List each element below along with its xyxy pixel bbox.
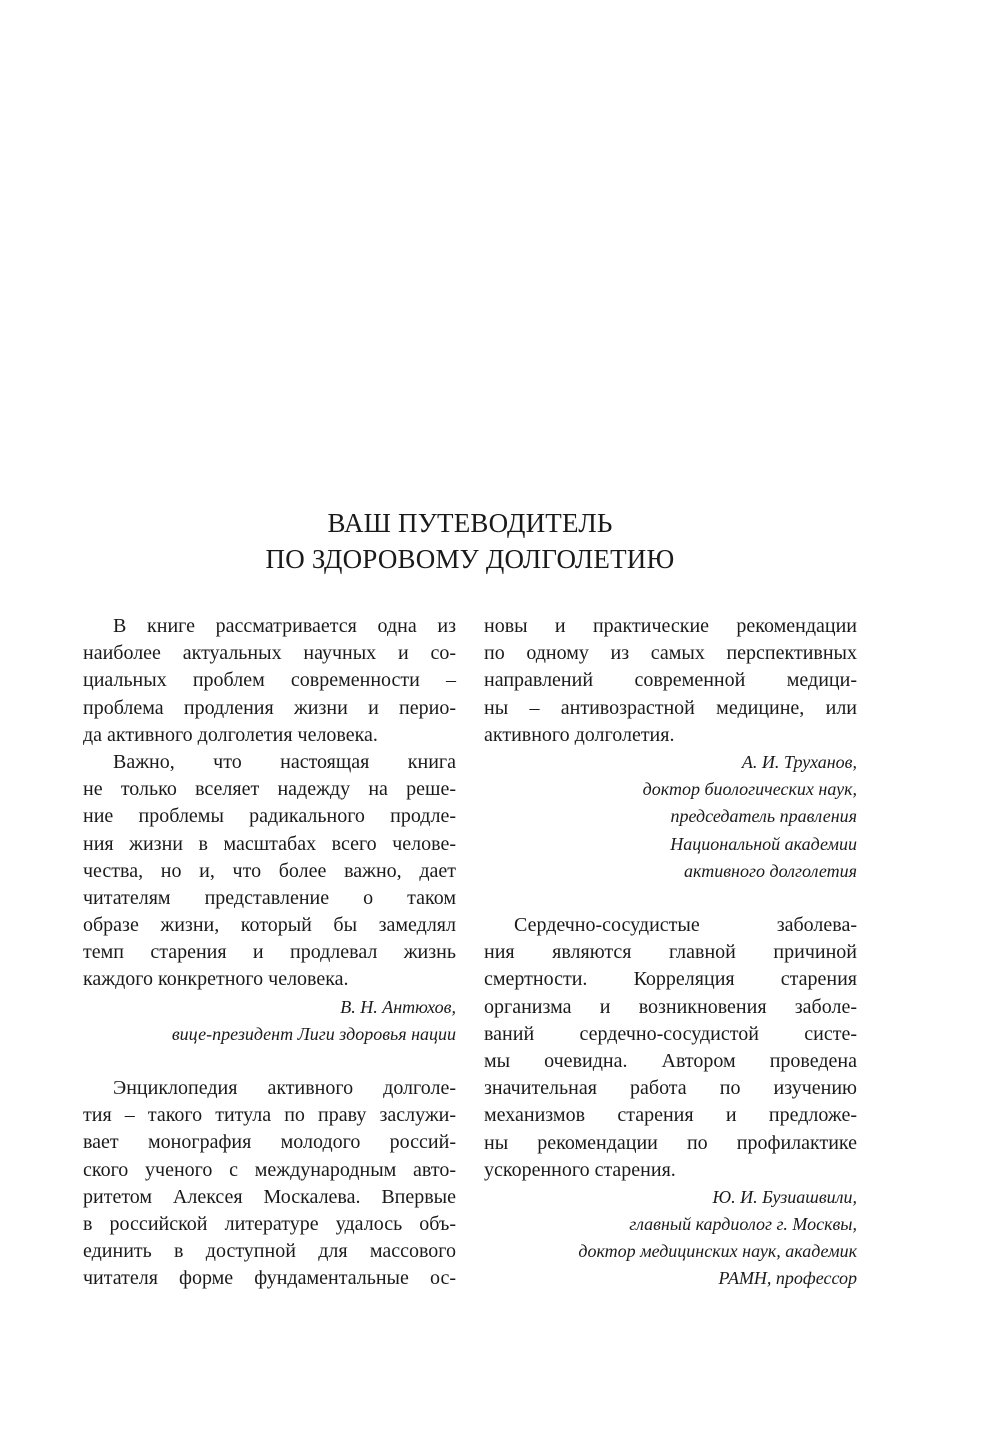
review-paragraph-3-continued — [484, 613, 857, 749]
text-line: мы очевидна. Автором проведена — [484, 1049, 857, 1072]
text-line: образе жизни, который бы замедлял — [83, 914, 456, 937]
text-line: ны – антивозрастной медицине, или — [484, 696, 857, 719]
signature-trukhanov — [484, 749, 857, 885]
signature-title: активного долголетия — [684, 860, 857, 881]
text-line: Энциклопедия активного долголе- — [113, 1077, 456, 1099]
page-title — [0, 505, 940, 577]
left-column — [83, 613, 456, 1293]
right-column-lower — [484, 912, 857, 1293]
review-paragraph-1 — [83, 613, 456, 749]
text-line: ны рекомендации по профилактике — [484, 1131, 857, 1154]
text-line: В книге рассматривается одна из — [113, 615, 456, 637]
text-line: ритетом Алексея Москалева. Впервые — [83, 1185, 456, 1208]
signature-name: В. Н. Антюхов, — [340, 996, 456, 1017]
text-line: циальных проблем современности – — [83, 669, 456, 692]
text-line: читателя форме фундаментальные ос- — [83, 1267, 456, 1290]
review-paragraph-3 — [83, 1075, 456, 1293]
text-line: по одному из самых перспективных — [484, 642, 857, 665]
text-line: не только вселяет надежду на реше- — [83, 778, 456, 801]
text-line: да активного долголетия человека. — [83, 723, 378, 746]
text-line: активного долголетия. — [484, 723, 675, 746]
title-line-1: ВАШ ПУТЕВОДИТЕЛЬ — [327, 508, 613, 538]
text-line: ния жизни в масштабах всего челове- — [83, 832, 456, 855]
text-line: значительная работа по изучению — [484, 1077, 857, 1100]
signature-name: Ю. И. Бузиашвили, — [712, 1186, 857, 1207]
text-line: тия – такого титула по праву заслужи- — [83, 1104, 456, 1127]
signature-title: РАМН, профессор — [718, 1268, 857, 1289]
text-line: каждого конкретного человека. — [83, 968, 349, 991]
title-line-2: ПО ЗДОРОВОМУ ДОЛГОЛЕТИЮ — [265, 544, 675, 574]
text-line: темп старения и продлевал жизнь — [83, 941, 456, 964]
text-line: организма и возникновения заболе- — [484, 995, 857, 1018]
text-line: ускоренного старения. — [484, 1158, 676, 1181]
text-line: ние проблемы радикального продле- — [83, 805, 456, 828]
review-paragraph-4 — [484, 912, 857, 1184]
text-line: проблема продления жизни и перио- — [83, 696, 456, 719]
signature-buziashvili — [484, 1184, 857, 1293]
text-line: Сердечно-сосудистые заболева- — [514, 914, 857, 936]
signature-title: доктор биологических наук, — [642, 779, 857, 800]
signature-title: председатель правления — [670, 806, 857, 827]
signature-title: главный кардиолог г. Москвы, — [629, 1214, 857, 1235]
text-line: механизмов старения и предложе- — [484, 1104, 857, 1127]
right-column-upper — [484, 613, 857, 885]
text-line: ского ученого с международным авто- — [83, 1158, 456, 1181]
signature-title: доктор медицинских наук, академик — [578, 1241, 857, 1262]
text-line: ваний сердечно-сосудистой систе- — [484, 1022, 857, 1045]
signature-name: А. И. Труханов, — [741, 751, 857, 772]
text-line: ния являются главной причиной — [484, 941, 857, 964]
text-line: чества, но и, что более важно, дает — [83, 859, 456, 882]
review-paragraph-2 — [83, 749, 456, 994]
text-line: направлений современной медици- — [484, 669, 857, 692]
text-line: в российской литературе удалось объ- — [83, 1212, 456, 1235]
text-line: новы и практические рекомендации — [484, 615, 857, 637]
text-line: Важно, что настоящая книга — [113, 750, 456, 773]
text-line: наиболее актуальных научных и со- — [83, 642, 456, 665]
signature-antyukhov — [83, 994, 456, 1048]
text-line: смертности. Корреляция старения — [484, 968, 857, 991]
text-line: вает монография молодого россий- — [83, 1131, 456, 1154]
signature-title: вице-президент Лиги здоровья нации — [171, 1023, 456, 1044]
signature-title: Национальной академии — [670, 833, 857, 854]
text-line: читателям представление о таком — [83, 886, 456, 909]
text-line: единить в доступной для массового — [83, 1240, 456, 1263]
